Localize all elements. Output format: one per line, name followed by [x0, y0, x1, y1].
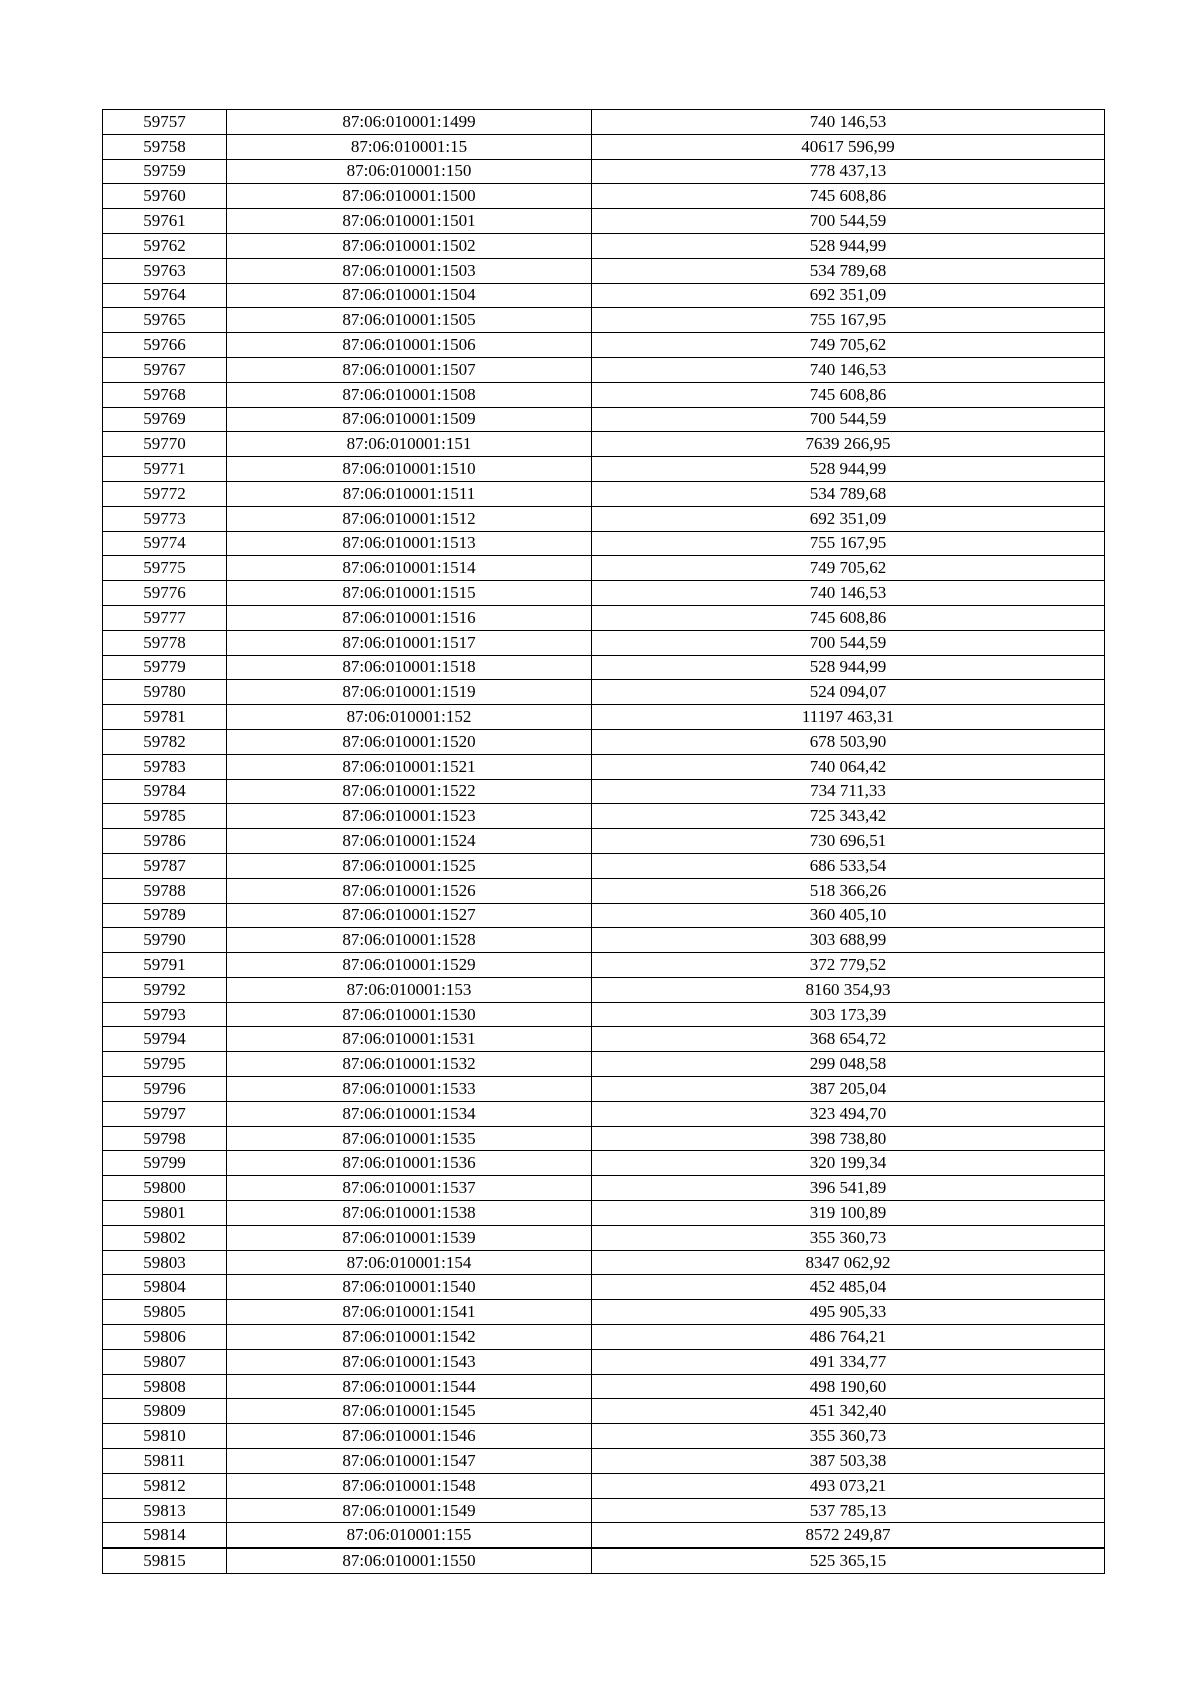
cadastral-number-cell: 87:06:010001:1535	[227, 1126, 592, 1151]
table-body	[103, 110, 1105, 1574]
cadastral-number-cell: 87:06:010001:152	[227, 705, 592, 730]
cadastral-number-cell: 87:06:010001:151	[227, 432, 592, 457]
cadastral-number-cell: 87:06:010001:1533	[227, 1077, 592, 1102]
cadastral-value-cell: 692 351,09	[592, 283, 1105, 308]
cadastral-number-cell: 87:06:010001:15	[227, 134, 592, 159]
cadastral-number-cell: 87:06:010001:1507	[227, 357, 592, 382]
table-row	[103, 853, 1105, 878]
row-number-cell: 59770	[103, 432, 227, 457]
row-number-cell: 59796	[103, 1077, 227, 1102]
cadastral-number-cell: 87:06:010001:1518	[227, 655, 592, 680]
cadastral-value-cell: 740 064,42	[592, 754, 1105, 779]
row-number-cell: 59777	[103, 605, 227, 630]
row-number-cell: 59789	[103, 903, 227, 928]
cadastral-value-cell: 387 503,38	[592, 1449, 1105, 1474]
cadastral-number-cell: 87:06:010001:1510	[227, 457, 592, 482]
cadastral-number-cell: 87:06:010001:1509	[227, 407, 592, 432]
cadastral-value-cell: 368 654,72	[592, 1027, 1105, 1052]
cadastral-number-cell: 87:06:010001:1545	[227, 1399, 592, 1424]
table-row	[103, 1349, 1105, 1374]
row-number-cell: 59757	[103, 110, 227, 135]
row-number-cell: 59761	[103, 209, 227, 234]
table-row	[103, 1325, 1105, 1350]
row-number-cell: 59791	[103, 953, 227, 978]
row-number-cell: 59799	[103, 1151, 227, 1176]
cadastral-value-cell: 534 789,68	[592, 481, 1105, 506]
cadastral-value-cell: 355 360,73	[592, 1424, 1105, 1449]
cadastral-value-cell: 686 533,54	[592, 853, 1105, 878]
cadastral-value-cell: 700 544,59	[592, 407, 1105, 432]
cadastral-value-cell: 491 334,77	[592, 1349, 1105, 1374]
table-row	[103, 1424, 1105, 1449]
cadastral-value-cell: 678 503,90	[592, 729, 1105, 754]
cadastral-value-cell: 730 696,51	[592, 829, 1105, 854]
table-row	[103, 1523, 1105, 1548]
cadastral-value-cell: 303 173,39	[592, 1002, 1105, 1027]
table-row	[103, 1498, 1105, 1523]
table-row	[103, 506, 1105, 531]
row-number-cell: 59780	[103, 680, 227, 705]
cadastral-value-cell: 755 167,95	[592, 308, 1105, 333]
table-row	[103, 1002, 1105, 1027]
cadastral-number-cell: 87:06:010001:1517	[227, 630, 592, 655]
cadastral-number-cell: 87:06:010001:1542	[227, 1325, 592, 1350]
table-row	[103, 134, 1105, 159]
row-number-cell: 59769	[103, 407, 227, 432]
cadastral-value-cell: 537 785,13	[592, 1498, 1105, 1523]
cadastral-number-cell: 87:06:010001:1539	[227, 1225, 592, 1250]
row-number-cell: 59762	[103, 233, 227, 258]
cadastral-value-cell: 524 094,07	[592, 680, 1105, 705]
row-number-cell: 59797	[103, 1101, 227, 1126]
cadastral-value-cell: 749 705,62	[592, 556, 1105, 581]
table-row	[103, 308, 1105, 333]
table-row	[103, 705, 1105, 730]
cadastral-value-cell: 486 764,21	[592, 1325, 1105, 1350]
table-row	[103, 1052, 1105, 1077]
cadastral-number-cell: 87:06:010001:1501	[227, 209, 592, 234]
row-number-cell: 59773	[103, 506, 227, 531]
table-row	[103, 903, 1105, 928]
table-row	[103, 407, 1105, 432]
cadastral-value-cell: 745 608,86	[592, 382, 1105, 407]
table-row	[103, 1374, 1105, 1399]
cadastral-value-cell: 299 048,58	[592, 1052, 1105, 1077]
row-number-cell: 59781	[103, 705, 227, 730]
cadastral-number-cell: 87:06:010001:1543	[227, 1349, 592, 1374]
table-row	[103, 481, 1105, 506]
table-row	[103, 1151, 1105, 1176]
table-row	[103, 556, 1105, 581]
row-number-cell: 59776	[103, 581, 227, 606]
row-number-cell: 59782	[103, 729, 227, 754]
table-row	[103, 1201, 1105, 1226]
table-row	[103, 779, 1105, 804]
cadastral-value-cell: 493 073,21	[592, 1473, 1105, 1498]
cadastral-value-cell: 745 608,86	[592, 605, 1105, 630]
table-row	[103, 233, 1105, 258]
cadastral-value-cell: 740 146,53	[592, 357, 1105, 382]
cadastral-value-cell: 745 608,86	[592, 184, 1105, 209]
cadastral-number-cell: 87:06:010001:1534	[227, 1101, 592, 1126]
row-number-cell: 59763	[103, 258, 227, 283]
row-number-cell: 59793	[103, 1002, 227, 1027]
row-number-cell: 59758	[103, 134, 227, 159]
table-row	[103, 357, 1105, 382]
cadastral-number-cell: 87:06:010001:1547	[227, 1449, 592, 1474]
cadastral-value-cell: 778 437,13	[592, 159, 1105, 184]
table-row	[103, 184, 1105, 209]
table-row	[103, 1126, 1105, 1151]
cadastral-value-cell: 749 705,62	[592, 333, 1105, 358]
row-number-cell: 59802	[103, 1225, 227, 1250]
row-number-cell: 59795	[103, 1052, 227, 1077]
row-number-cell: 59811	[103, 1449, 227, 1474]
cadastral-number-cell: 87:06:010001:1519	[227, 680, 592, 705]
table-row	[103, 1077, 1105, 1102]
cadastral-number-cell: 87:06:010001:1514	[227, 556, 592, 581]
table-row	[103, 1300, 1105, 1325]
row-number-cell: 59814	[103, 1523, 227, 1548]
cadastral-number-cell: 87:06:010001:1525	[227, 853, 592, 878]
cadastral-number-cell: 87:06:010001:1499	[227, 110, 592, 135]
cadastral-number-cell: 87:06:010001:1550	[227, 1548, 592, 1573]
cadastral-value-cell: 518 366,26	[592, 878, 1105, 903]
cadastral-value-cell: 452 485,04	[592, 1275, 1105, 1300]
cadastral-number-cell: 87:06:010001:1538	[227, 1201, 592, 1226]
cadastral-value-cell: 534 789,68	[592, 258, 1105, 283]
row-number-cell: 59784	[103, 779, 227, 804]
cadastral-number-cell: 87:06:010001:1548	[227, 1473, 592, 1498]
table-row	[103, 729, 1105, 754]
cadastral-value-cell: 8347 062,92	[592, 1250, 1105, 1275]
table-row	[103, 754, 1105, 779]
cadastral-value-cell: 740 146,53	[592, 581, 1105, 606]
cadastral-number-cell: 87:06:010001:1500	[227, 184, 592, 209]
table-row	[103, 110, 1105, 135]
cadastral-number-cell: 87:06:010001:1531	[227, 1027, 592, 1052]
cadastral-number-cell: 87:06:010001:1529	[227, 953, 592, 978]
cadastral-value-cell: 755 167,95	[592, 531, 1105, 556]
cadastral-number-cell: 87:06:010001:1540	[227, 1275, 592, 1300]
cadastral-number-cell: 87:06:010001:1516	[227, 605, 592, 630]
cadastral-number-cell: 87:06:010001:1532	[227, 1052, 592, 1077]
table-row	[103, 1275, 1105, 1300]
row-number-cell: 59804	[103, 1275, 227, 1300]
table-row	[103, 333, 1105, 358]
table-row	[103, 804, 1105, 829]
table-row	[103, 1176, 1105, 1201]
row-number-cell: 59808	[103, 1374, 227, 1399]
cadastral-number-cell: 87:06:010001:1508	[227, 382, 592, 407]
table-row	[103, 829, 1105, 854]
row-number-cell: 59794	[103, 1027, 227, 1052]
row-number-cell: 59768	[103, 382, 227, 407]
cadastral-number-cell: 87:06:010001:1523	[227, 804, 592, 829]
cadastral-number-cell: 87:06:010001:1524	[227, 829, 592, 854]
row-number-cell: 59788	[103, 878, 227, 903]
table-row	[103, 1225, 1105, 1250]
cadastral-number-cell: 87:06:010001:1544	[227, 1374, 592, 1399]
table-row	[103, 209, 1105, 234]
cadastral-number-cell: 87:06:010001:1506	[227, 333, 592, 358]
cadastral-number-cell: 87:06:010001:1512	[227, 506, 592, 531]
cadastral-value-table	[102, 109, 1105, 1574]
cadastral-value-cell: 355 360,73	[592, 1225, 1105, 1250]
cadastral-value-cell: 700 544,59	[592, 630, 1105, 655]
cadastral-value-cell: 11197 463,31	[592, 705, 1105, 730]
cadastral-value-cell: 387 205,04	[592, 1077, 1105, 1102]
table-row	[103, 977, 1105, 1002]
cadastral-number-cell: 87:06:010001:1527	[227, 903, 592, 928]
row-number-cell: 59810	[103, 1424, 227, 1449]
cadastral-number-cell: 87:06:010001:1513	[227, 531, 592, 556]
cadastral-value-cell: 700 544,59	[592, 209, 1105, 234]
row-number-cell: 59760	[103, 184, 227, 209]
table-row	[103, 630, 1105, 655]
table-row	[103, 457, 1105, 482]
table-row	[103, 953, 1105, 978]
cadastral-value-cell: 360 405,10	[592, 903, 1105, 928]
cadastral-number-cell: 87:06:010001:1511	[227, 481, 592, 506]
row-number-cell: 59772	[103, 481, 227, 506]
cadastral-value-cell: 396 541,89	[592, 1176, 1105, 1201]
cadastral-value-cell: 495 905,33	[592, 1300, 1105, 1325]
cadastral-number-cell: 87:06:010001:155	[227, 1523, 592, 1548]
row-number-cell: 59765	[103, 308, 227, 333]
cadastral-value-cell: 498 190,60	[592, 1374, 1105, 1399]
row-number-cell: 59785	[103, 804, 227, 829]
row-number-cell: 59815	[103, 1548, 227, 1573]
table-row	[103, 531, 1105, 556]
row-number-cell: 59798	[103, 1126, 227, 1151]
row-number-cell: 59775	[103, 556, 227, 581]
cadastral-value-cell: 7639 266,95	[592, 432, 1105, 457]
cadastral-number-cell: 87:06:010001:1530	[227, 1002, 592, 1027]
cadastral-number-cell: 87:06:010001:1502	[227, 233, 592, 258]
table-row	[103, 432, 1105, 457]
cadastral-number-cell: 87:06:010001:1504	[227, 283, 592, 308]
cadastral-number-cell: 87:06:010001:1522	[227, 779, 592, 804]
row-number-cell: 59778	[103, 630, 227, 655]
table-row	[103, 258, 1105, 283]
row-number-cell: 59771	[103, 457, 227, 482]
cadastral-number-cell: 87:06:010001:1503	[227, 258, 592, 283]
cadastral-value-cell: 525 365,15	[592, 1548, 1105, 1573]
cadastral-number-cell: 87:06:010001:1528	[227, 928, 592, 953]
row-number-cell: 59759	[103, 159, 227, 184]
cadastral-number-cell: 87:06:010001:1521	[227, 754, 592, 779]
cadastral-value-cell: 725 343,42	[592, 804, 1105, 829]
row-number-cell: 59809	[103, 1399, 227, 1424]
cadastral-value-cell: 451 342,40	[592, 1399, 1105, 1424]
table-row	[103, 878, 1105, 903]
row-number-cell: 59767	[103, 357, 227, 382]
cadastral-value-cell: 734 711,33	[592, 779, 1105, 804]
row-number-cell: 59779	[103, 655, 227, 680]
table-row	[103, 605, 1105, 630]
cadastral-value-cell: 319 100,89	[592, 1201, 1105, 1226]
table-row	[103, 680, 1105, 705]
row-number-cell: 59800	[103, 1176, 227, 1201]
cadastral-value-cell: 40617 596,99	[592, 134, 1105, 159]
table-row	[103, 928, 1105, 953]
row-number-cell: 59764	[103, 283, 227, 308]
table-row	[103, 1473, 1105, 1498]
row-number-cell: 59787	[103, 853, 227, 878]
cadastral-value-cell: 8160 354,93	[592, 977, 1105, 1002]
row-number-cell: 59813	[103, 1498, 227, 1523]
cadastral-number-cell: 87:06:010001:1549	[227, 1498, 592, 1523]
row-number-cell: 59807	[103, 1349, 227, 1374]
table-row	[103, 159, 1105, 184]
cadastral-number-cell: 87:06:010001:1536	[227, 1151, 592, 1176]
table-row	[103, 1027, 1105, 1052]
table-row	[103, 1101, 1105, 1126]
table-row	[103, 1449, 1105, 1474]
cadastral-value-cell: 528 944,99	[592, 457, 1105, 482]
cadastral-number-cell: 87:06:010001:153	[227, 977, 592, 1002]
row-number-cell: 59805	[103, 1300, 227, 1325]
cadastral-value-cell: 740 146,53	[592, 110, 1105, 135]
row-number-cell: 59774	[103, 531, 227, 556]
cadastral-number-cell: 87:06:010001:150	[227, 159, 592, 184]
cadastral-value-cell: 8572 249,87	[592, 1523, 1105, 1548]
cadastral-value-cell: 528 944,99	[592, 233, 1105, 258]
row-number-cell: 59790	[103, 928, 227, 953]
row-number-cell: 59792	[103, 977, 227, 1002]
cadastral-value-cell: 323 494,70	[592, 1101, 1105, 1126]
table-row	[103, 655, 1105, 680]
row-number-cell: 59806	[103, 1325, 227, 1350]
cadastral-value-cell: 692 351,09	[592, 506, 1105, 531]
cadastral-number-cell: 87:06:010001:154	[227, 1250, 592, 1275]
row-number-cell: 59783	[103, 754, 227, 779]
cadastral-number-cell: 87:06:010001:1526	[227, 878, 592, 903]
cadastral-value-cell: 372 779,52	[592, 953, 1105, 978]
cadastral-number-cell: 87:06:010001:1541	[227, 1300, 592, 1325]
cadastral-number-cell: 87:06:010001:1515	[227, 581, 592, 606]
row-number-cell: 59812	[103, 1473, 227, 1498]
cadastral-number-cell: 87:06:010001:1505	[227, 308, 592, 333]
table-row	[103, 382, 1105, 407]
cadastral-value-cell: 528 944,99	[592, 655, 1105, 680]
table-row	[103, 283, 1105, 308]
table-row	[103, 1399, 1105, 1424]
cadastral-number-cell: 87:06:010001:1520	[227, 729, 592, 754]
cadastral-value-cell: 303 688,99	[592, 928, 1105, 953]
cadastral-number-cell: 87:06:010001:1537	[227, 1176, 592, 1201]
table-row	[103, 1548, 1105, 1573]
row-number-cell: 59786	[103, 829, 227, 854]
cadastral-value-cell: 320 199,34	[592, 1151, 1105, 1176]
row-number-cell: 59766	[103, 333, 227, 358]
row-number-cell: 59801	[103, 1201, 227, 1226]
table-row	[103, 1250, 1105, 1275]
table-row	[103, 581, 1105, 606]
cadastral-number-cell: 87:06:010001:1546	[227, 1424, 592, 1449]
row-number-cell: 59803	[103, 1250, 227, 1275]
cadastral-value-cell: 398 738,80	[592, 1126, 1105, 1151]
